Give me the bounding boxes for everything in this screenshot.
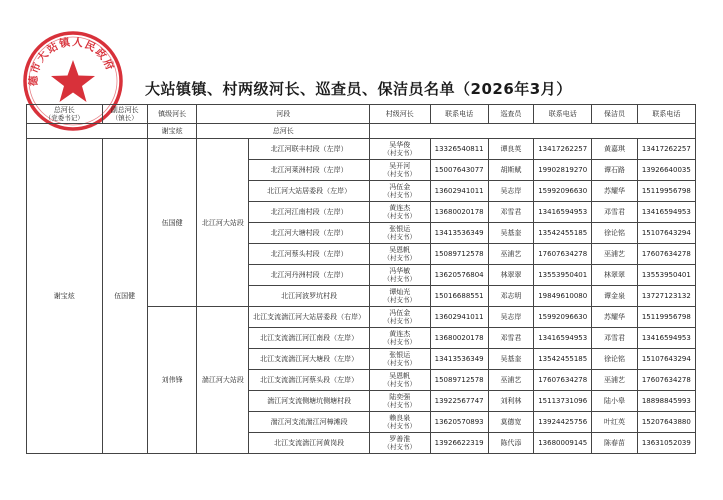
header-zong: 总河长 （党委书记） — [27, 105, 103, 124]
village-cell — [370, 370, 430, 391]
patrol-cell: 邓雪君 — [488, 328, 533, 349]
phone1-cell: 15007643077 — [430, 160, 488, 181]
village-leader-name: 黄连杰 — [389, 204, 411, 212]
summary-label: 总河长 — [197, 124, 370, 139]
village-leader-title: （村支书） — [383, 317, 417, 325]
village-leader-title: （村支书） — [383, 212, 417, 220]
header-row — [27, 105, 696, 124]
header-town: 镇级河长 — [147, 105, 197, 124]
patrol-cell: 邓志明 — [488, 286, 533, 307]
section-cell: 北江河联丰村段（左岸） — [249, 139, 370, 160]
cleaner-cell: 陈春苗 — [592, 433, 637, 454]
village-cell — [370, 286, 430, 307]
patrol-cell: 胡斯赋 — [488, 160, 533, 181]
village-leader-name: 赖良泉 — [389, 414, 411, 422]
phone3-cell: 17607634278 — [637, 370, 695, 391]
phone3-cell: 13416594953 — [637, 202, 695, 223]
phone1-cell: 13413536349 — [430, 223, 488, 244]
cleaner-cell: 苏耀华 — [592, 181, 637, 202]
phone1-cell: 15016688551 — [430, 286, 488, 307]
phone2-cell: 15113731096 — [534, 391, 592, 412]
cleaner-cell: 叶红英 — [592, 412, 637, 433]
phone2-cell: 13417262257 — [534, 139, 592, 160]
roster-table — [26, 104, 696, 454]
village-cell — [370, 349, 430, 370]
village-leader-title: （村支书） — [383, 254, 417, 262]
village-cell — [370, 265, 430, 286]
village-cell — [370, 328, 430, 349]
village-cell — [370, 181, 430, 202]
page-title: 大站镇镇、村两级河长、巡查员、保洁员名单（2026年3月） — [145, 80, 572, 98]
village-cell — [370, 244, 430, 265]
village-leader-name: 吴华俊 — [389, 141, 411, 149]
header-fu: 副总河长 （镇长） — [102, 105, 147, 124]
river-cell: 湍江河大站段 — [197, 307, 249, 454]
cleaner-cell: 陆小皋 — [592, 391, 637, 412]
village-leader-title: （村支书） — [383, 338, 417, 346]
section-cell: 北江河莱洲村段（左岸） — [249, 160, 370, 181]
phone2-cell: 13542455185 — [534, 349, 592, 370]
village-leader-name: 吴恩帆 — [389, 372, 411, 380]
patrol-cell: 巫浦艺 — [488, 370, 533, 391]
village-leader-title: （村支书） — [383, 401, 417, 409]
phone2-cell: 19902819270 — [534, 160, 592, 181]
phone2-cell: 13924425756 — [534, 412, 592, 433]
header-phone2: 联系电话 — [534, 105, 592, 124]
phone1-cell: 13620570893 — [430, 412, 488, 433]
phone1-cell: 13680020178 — [430, 328, 488, 349]
phone2-cell: 17607634278 — [534, 244, 592, 265]
phone1-cell: 13413536349 — [430, 349, 488, 370]
svg-text:德市大站镇人民政府: 德市大站镇人民政府 — [27, 36, 117, 87]
village-leader-title: （村支书） — [383, 380, 417, 388]
phone2-cell: 19849610080 — [534, 286, 592, 307]
patrol-cell: 谭良英 — [488, 139, 533, 160]
town-leader-cell: 刘伟锋 — [147, 307, 197, 454]
patrol-cell: 吴基奎 — [488, 349, 533, 370]
phone1-cell: 13922567747 — [430, 391, 488, 412]
section-cell: 北江支流湍江河黄岗段 — [249, 433, 370, 454]
village-cell — [370, 391, 430, 412]
village-cell — [370, 433, 430, 454]
section-cell: 北江支流湍江河蔡头段（左岸） — [249, 370, 370, 391]
phone3-cell: 15119956798 — [637, 307, 695, 328]
cleaner-cell: 黄嘉琪 — [592, 139, 637, 160]
zong-cell: 谢宝炫 — [27, 139, 103, 454]
section-cell: 北江河丹洲村段（左岸） — [249, 265, 370, 286]
header-patrol: 巡查员 — [488, 105, 533, 124]
phone2-cell: 13542455185 — [534, 223, 592, 244]
village-leader-title: （村支书） — [383, 170, 417, 178]
patrol-cell: 邓雪君 — [488, 202, 533, 223]
phone1-cell: 13602941011 — [430, 181, 488, 202]
village-leader-title: （村支书） — [383, 296, 417, 304]
village-leader-title: （村支书） — [383, 422, 417, 430]
header-phone3: 联系电话 — [637, 105, 695, 124]
village-leader-title: （村支书） — [383, 443, 417, 451]
patrol-cell: 莫德宽 — [488, 412, 533, 433]
phone2-cell: 13553950401 — [534, 265, 592, 286]
phone2-cell: 13680009145 — [534, 433, 592, 454]
phone3-cell: 13926640035 — [637, 160, 695, 181]
patrol-cell: 刘利林 — [488, 391, 533, 412]
village-leader-name: 冯伍金 — [389, 183, 411, 191]
phone3-cell: 18898845993 — [637, 391, 695, 412]
phone2-cell: 15992096630 — [534, 181, 592, 202]
phone1-cell: 13620576804 — [430, 265, 488, 286]
phone1-cell: 13926622319 — [430, 433, 488, 454]
header-phone1: 联系电话 — [430, 105, 488, 124]
section-cell: 北江支流湍江河大塘段（左岸） — [249, 349, 370, 370]
patrol-cell: 吴志岸 — [488, 307, 533, 328]
header-section: 河段 — [197, 105, 370, 124]
section-cell: 北江支流湍江河大站居委段（右岸） — [249, 307, 370, 328]
phone3-cell: 15107643294 — [637, 223, 695, 244]
village-leader-name: 冯华敏 — [389, 267, 411, 275]
phone3-cell: 17607634278 — [637, 244, 695, 265]
cleaner-cell: 巫浦艺 — [592, 244, 637, 265]
phone2-cell: 13416594953 — [534, 328, 592, 349]
phone3-cell: 13416594953 — [637, 328, 695, 349]
header-village: 村级河长 — [370, 105, 430, 124]
village-leader-name: 黄连杰 — [389, 330, 411, 338]
phone3-cell: 15119956798 — [637, 181, 695, 202]
section-cell: 湍江河支流侧塘坑侧塘村段 — [249, 391, 370, 412]
phone2-cell: 13416594953 — [534, 202, 592, 223]
village-leader-name: 陆奕强 — [389, 393, 411, 401]
phone1-cell: 15089712578 — [430, 370, 488, 391]
village-cell — [370, 307, 430, 328]
cleaner-cell: 邓雪君 — [592, 328, 637, 349]
village-leader-title: （村支书） — [383, 191, 417, 199]
phone3-cell: 15207643880 — [637, 412, 695, 433]
patrol-cell: 吴志岸 — [488, 181, 533, 202]
patrol-cell: 陈代添 — [488, 433, 533, 454]
cleaner-cell: 苏耀华 — [592, 307, 637, 328]
phone1-cell: 15089712578 — [430, 244, 488, 265]
phone1-cell: 13680020178 — [430, 202, 488, 223]
section-cell: 北江支流湍江河江南段（左岸） — [249, 328, 370, 349]
village-leader-name: 张银运 — [389, 225, 411, 233]
village-cell — [370, 412, 430, 433]
section-cell: 北江河波罗坑村段 — [249, 286, 370, 307]
section-cell: 北江河大站居委段（左岸） — [249, 181, 370, 202]
cleaner-cell: 谭金泉 — [592, 286, 637, 307]
cleaner-cell: 徐论铭 — [592, 223, 637, 244]
section-cell: 北江河蔡头村段（左岸） — [249, 244, 370, 265]
section-cell: 北江河江南村段（左岸） — [249, 202, 370, 223]
cleaner-cell: 邓雪君 — [592, 202, 637, 223]
village-cell — [370, 202, 430, 223]
village-leader-name: 吴开河 — [389, 162, 411, 170]
village-cell — [370, 223, 430, 244]
section-cell: 湍江河支流湍江河樟滩段 — [249, 412, 370, 433]
summary-name: 谢宝炫 — [147, 124, 197, 139]
cleaner-cell: 徐论铭 — [592, 349, 637, 370]
village-leader-title: （村支书） — [383, 359, 417, 367]
summary-row — [27, 124, 696, 139]
village-leader-name: 冯伍金 — [389, 309, 411, 317]
village-leader-name: 罗善淮 — [389, 435, 411, 443]
phone2-cell: 15992096630 — [534, 307, 592, 328]
section-cell: 北江河大塘村段（左岸） — [249, 223, 370, 244]
village-cell — [370, 160, 430, 181]
phone1-cell: 13602941011 — [430, 307, 488, 328]
phone3-cell: 13631052039 — [637, 433, 695, 454]
village-leader-name: 谭灿光 — [389, 288, 411, 296]
phone3-cell: 13727123132 — [637, 286, 695, 307]
cleaner-cell: 巫浦艺 — [592, 370, 637, 391]
river-cell: 北江河大站段 — [197, 139, 249, 307]
fu-cell: 伍国健 — [102, 139, 147, 454]
patrol-cell: 巫浦艺 — [488, 244, 533, 265]
phone2-cell: 17607634278 — [534, 370, 592, 391]
village-leader-name: 张银运 — [389, 351, 411, 359]
header-cleaner: 保洁员 — [592, 105, 637, 124]
phone1-cell: 13326540811 — [430, 139, 488, 160]
phone3-cell: 13553950401 — [637, 265, 695, 286]
patrol-cell: 林翠翠 — [488, 265, 533, 286]
cleaner-cell: 谭石路 — [592, 160, 637, 181]
town-leader-cell: 伍国健 — [147, 139, 197, 307]
village-leader-title: （村支书） — [383, 149, 417, 157]
patrol-cell: 吴基奎 — [488, 223, 533, 244]
phone3-cell: 13417262257 — [637, 139, 695, 160]
table-row — [27, 139, 696, 160]
village-leader-title: （村支书） — [383, 275, 417, 283]
village-leader-title: （村支书） — [383, 233, 417, 241]
village-cell — [370, 139, 430, 160]
table-body — [27, 124, 696, 454]
cleaner-cell: 林翠翠 — [592, 265, 637, 286]
phone3-cell: 15107643294 — [637, 349, 695, 370]
village-leader-name: 吴恩帆 — [389, 246, 411, 254]
